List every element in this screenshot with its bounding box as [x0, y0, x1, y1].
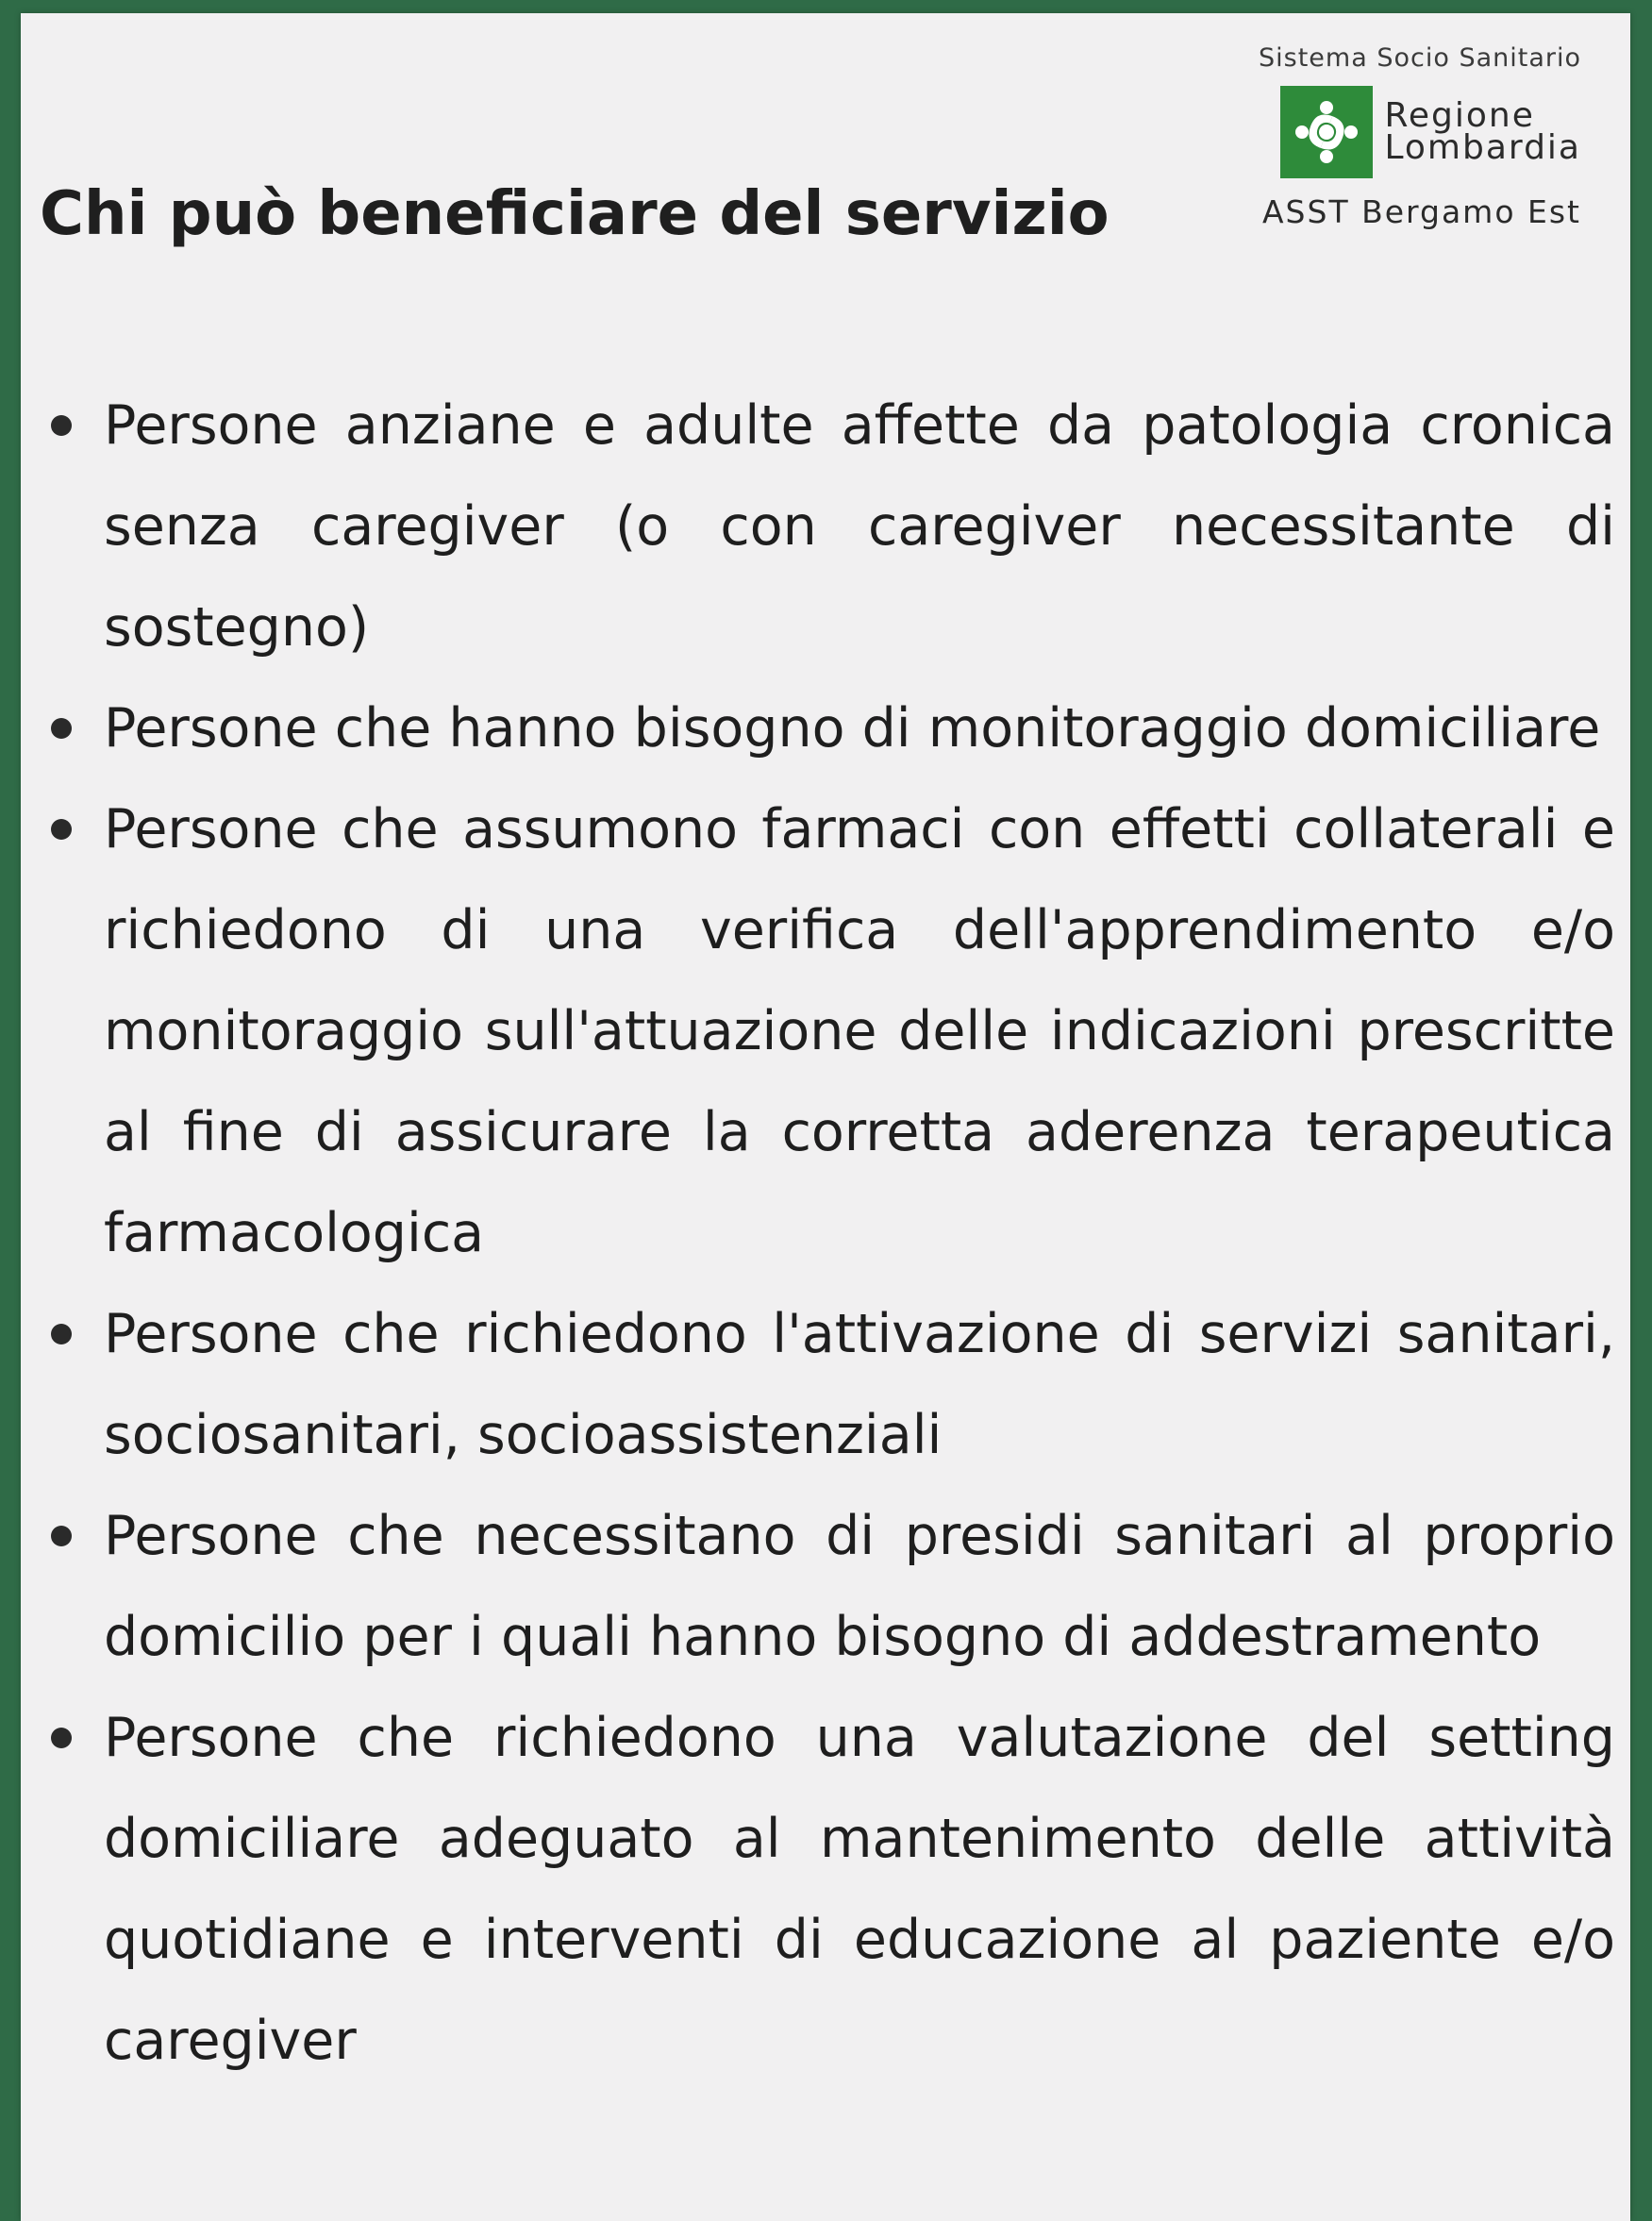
- bullet-icon: [51, 1324, 72, 1344]
- brand-authority: ASST Bergamo Est: [1261, 193, 1581, 230]
- bullet-icon: [51, 1728, 72, 1748]
- beneficiaries-list: [47, 376, 1615, 2092]
- list-item-text: Persone anziane e adulte affette da patologia cronica senza caregiver (o con caregiver necessitante di sostegno): [104, 394, 1615, 659]
- list-item-text: Persone che richiedono una valutazione del setting domiciliare adeguato al mantenimento delle attività quotidiane e interventi di educazione al paziente e/o caregiver: [104, 1707, 1615, 2072]
- bullet-icon: [51, 718, 72, 739]
- list-item-text: Persone che hanno bisogno di monitoraggio domiciliare: [104, 697, 1601, 760]
- brand-region-line2: Lombardia: [1384, 128, 1581, 167]
- brand-block: [1213, 43, 1581, 230]
- bullet-icon: [51, 819, 72, 840]
- list-item-text: Persone che richiedono l'attivazione di servizi sanitari, sociosanitari, socioassistenziali: [104, 1303, 1615, 1466]
- list-item-text: Persone che necessitano di presidi sanitari al proprio domicilio per i quali hanno bisogno di addestramento: [104, 1505, 1615, 1668]
- logo-symbol-icon: [1289, 94, 1364, 170]
- list-item: [47, 779, 1615, 1284]
- bullet-icon: [51, 1526, 72, 1546]
- brand-system-label: Sistema Socio Sanitario: [1259, 43, 1581, 73]
- brand-region-name: [1384, 96, 1581, 167]
- page-title: Chi può beneficiare del servizio: [40, 179, 1110, 249]
- brand-region-line1: Regione: [1384, 96, 1535, 135]
- bullet-icon: [51, 415, 72, 436]
- list-item: [47, 678, 1615, 779]
- brand-logo-row: [1213, 86, 1581, 178]
- list-item: [47, 376, 1615, 678]
- rosa-camuna-icon: [1280, 86, 1373, 178]
- notice-sheet: [21, 13, 1630, 2221]
- list-item: [47, 1688, 1615, 2092]
- list-item: [47, 1486, 1615, 1688]
- list-item: [47, 1284, 1615, 1486]
- list-item-text: Persone che assumono farmaci con effetti collaterali e richiedono di una verifica dell'apprendimento e/o monitoraggio sull'attuazione delle indicazioni prescritte al fine di assicurare la corretta aderenza terapeutica farmacologica: [104, 798, 1615, 1264]
